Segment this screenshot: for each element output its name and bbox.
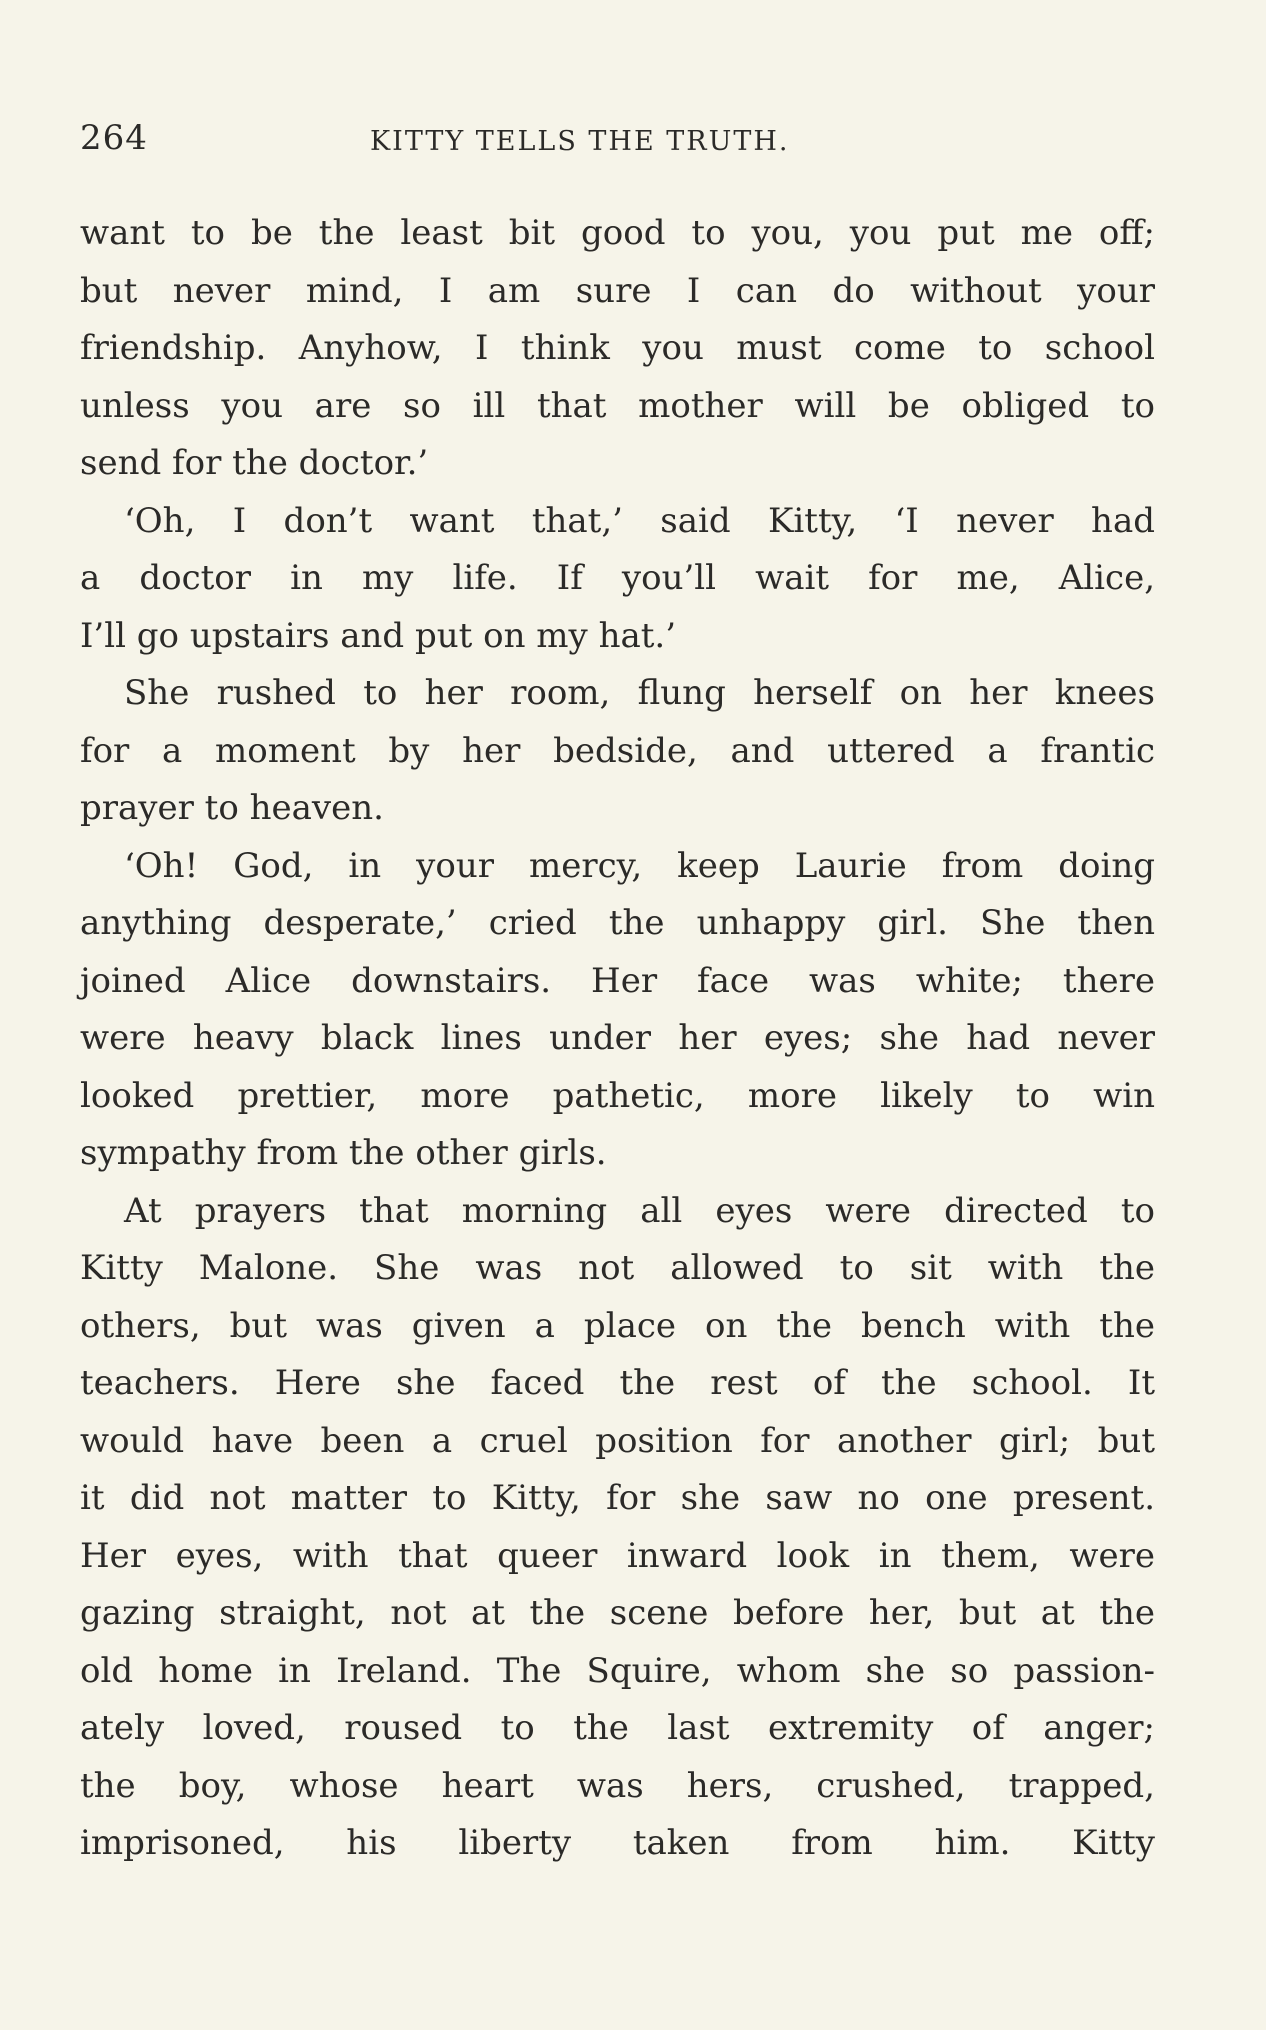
text-line: ately loved, roused to the last extremity of anger; [80, 1708, 1155, 1748]
text-line: would have been a cruel position for another girl; but [80, 1420, 1155, 1461]
running-head: KITTY TELLS THE TRUTH. [370, 126, 790, 157]
text-line: joined Alice downstairs. Her face was white; there [80, 960, 1155, 1001]
text-line: others, but was given a place on the bench with the [80, 1305, 1155, 1346]
text-line: Kitty Malone. She was not allowed to sit with the [80, 1248, 1155, 1288]
text-line: gazing straight, not at the scene before her, but at the [80, 1593, 1155, 1633]
text-line: ‘Oh! God, in your mercy, keep Laurie from doing [124, 845, 1155, 886]
text-line: At prayers that morning all eyes were directed to [124, 1190, 1155, 1231]
text-line: friendship. Anyhow, I think you must come to school [80, 328, 1155, 368]
text-line: but never mind, I am sure I can do without your [80, 270, 1155, 311]
text-line: imprisoned, his liberty taken from him. Kitty [80, 1823, 1155, 1863]
text-line: for a moment by her bedside, and uttered a frantic [80, 730, 1155, 771]
text-line: were heavy black lines under her eyes; she had never [80, 1018, 1155, 1058]
text-line: I’ll go upstairs and put on my hat.’ [80, 615, 677, 656]
text-line: send for the doctor.’ [80, 443, 429, 483]
page-number: 264 [80, 118, 148, 158]
text-line: teachers. Here she faced the rest of the school. It [80, 1363, 1155, 1403]
text-line: it did not matter to Kitty, for she saw no one present. [80, 1478, 1155, 1518]
text-line: She rushed to her room, flung herself on her knees [124, 673, 1155, 713]
text-line: prayer to heaven. [80, 788, 384, 828]
text-line: old home in Ireland. The Squire, whom she so passion- [80, 1650, 1155, 1691]
page-header [80, 118, 1160, 168]
text-line: Her eyes, with that queer inward look in them, were [80, 1535, 1155, 1576]
text-line: anything desperate,’ cried the unhappy girl. She then [80, 903, 1155, 943]
text-line: sympathy from the other girls. [80, 1133, 607, 1173]
text-line: the boy, whose heart was hers, crushed, trapped, [80, 1765, 1155, 1806]
text-line: ‘Oh, I don’t want that,’ said Kitty, ‘I never had [124, 500, 1155, 541]
text-line: unless you are so ill that mother will be obliged to [80, 385, 1155, 426]
text-line: a doctor in my life. If you’ll wait for me, Alice, [80, 558, 1155, 598]
text-line: looked prettier, more pathetic, more likely to win [80, 1075, 1155, 1116]
text-line: want to be the least bit good to you, you put me off; [80, 213, 1155, 253]
body-text [80, 205, 1155, 1873]
